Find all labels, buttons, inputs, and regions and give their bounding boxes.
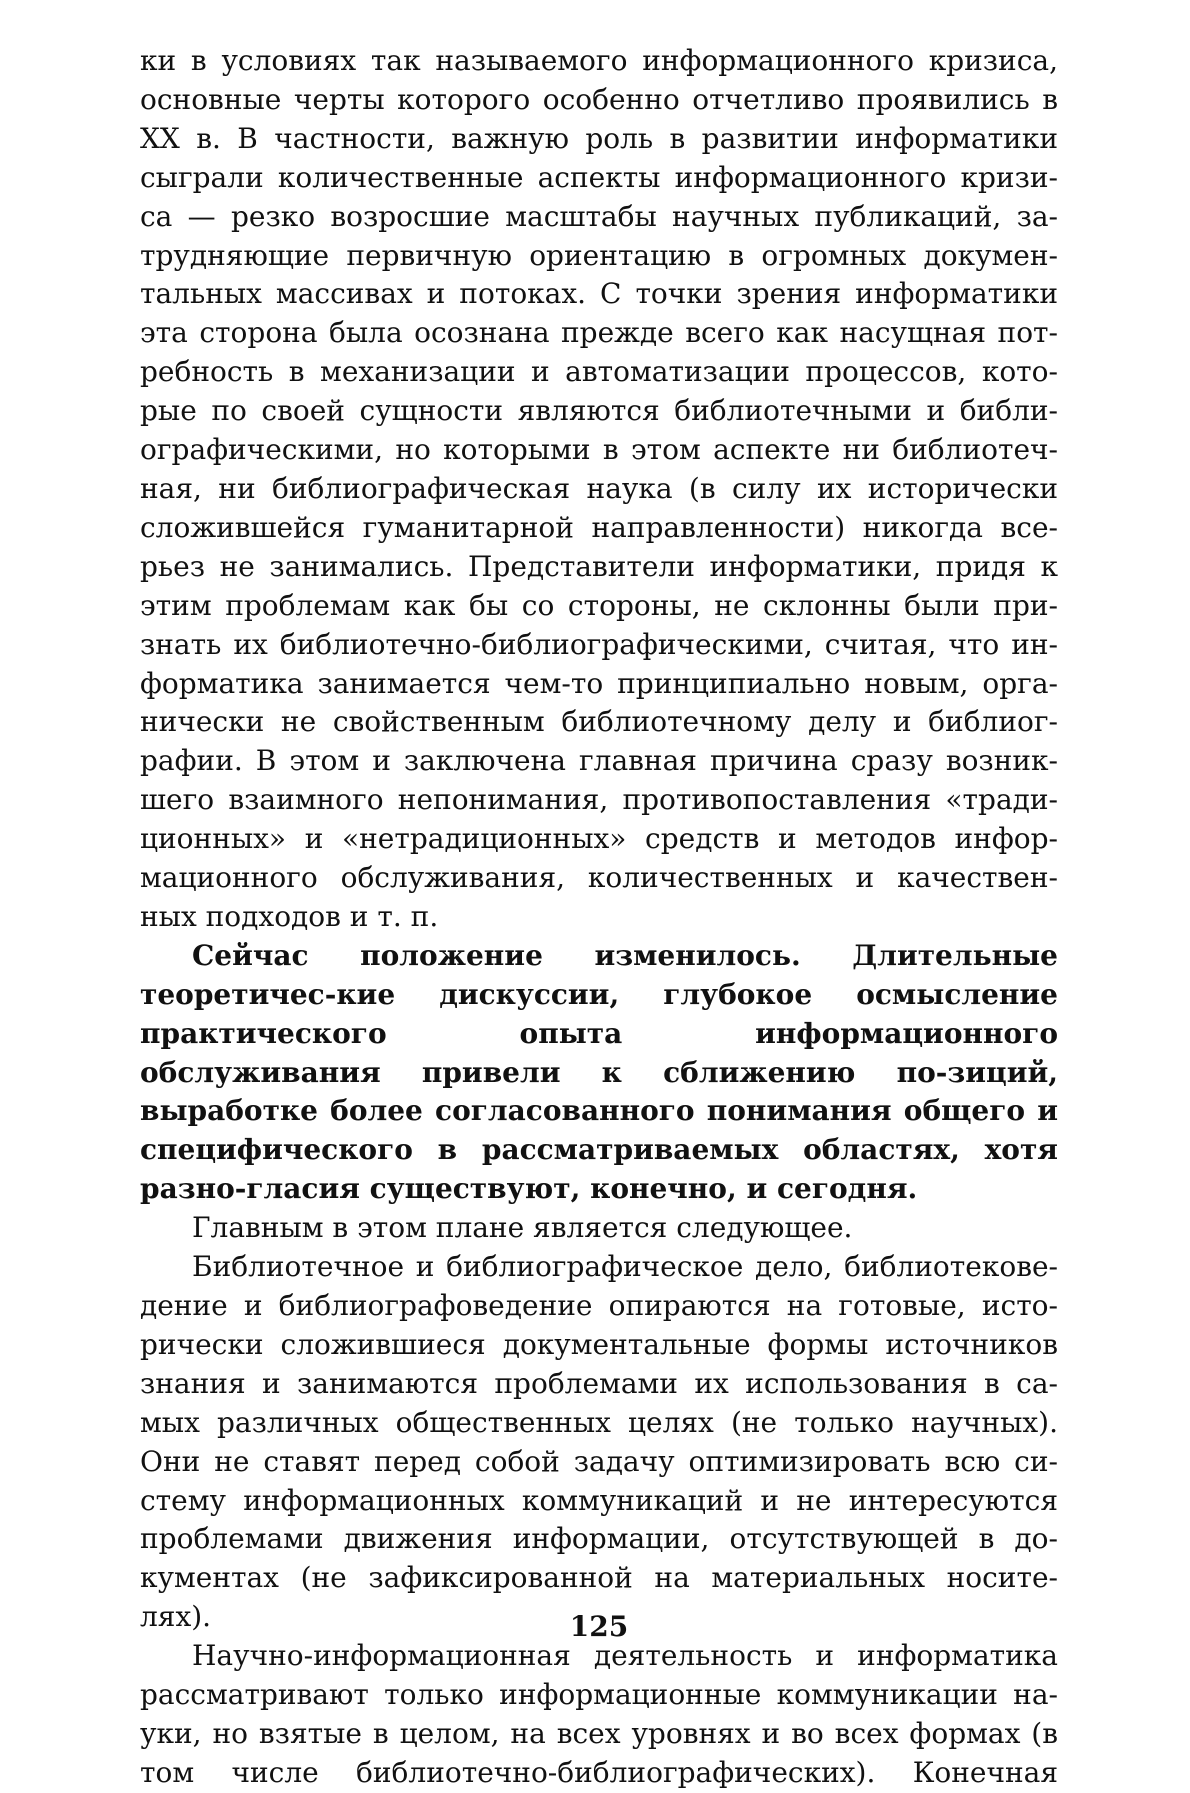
book-page xyxy=(140,42,1058,1789)
paragraph-situation-changed: Сейчас положение изменилось. Длительные теоретичес-кие дискуссии, глубокое осмысление практического опыта информационного обслуживания привели к сближению по-зиций, выработке более согласованного понимания общего и специфического в рассматриваемых областях, хотя разно-гласия существуют, конечно, и сегодня. xyxy=(140,938,1058,1206)
paragraph-informatics-scope: Научно-информационная деятельность и информатика рассматривают только информационные коммуникации на-уки, но взятые в целом, на всех уровнях и во всех формах (в том числе библиотечно-библиографических). Конечная xyxy=(140,1639,1058,1789)
paragraph-main-point: Главным в этом плане является следующее. xyxy=(192,1211,853,1245)
page-number: 125 xyxy=(569,1610,629,1643)
paragraph-information-crisis: ки в условиях так называемого информационного кризиса, основные черты которого особенно отчетливо проявились в XX в. В частности, важную роль в развитии информатики сыграли количественные аспекты информационного кризи-са — резко возросшие масштабы научных публикаций, за-трудняющие первичную ориентацию в огромных докумен-тальных массивах и потоках. С точки зрения информатики эта сторона была осознана прежде всего как насущная пот-ребность в механизации и автоматизации процессов, кото-рые по своей сущности являются библиотечными и библи-ографическими, но которыми в этом аспекте ни библиотеч-ная, ни библиографическая наука (в силу их исторически сложившейся гуманитарной направленности) никогда все-рьез не занимались. Представители информатики, придя к этим проблемам как бы со стороны, не склонны были при-знать их библиотечно-библиографическими, считая, что ин-форматика занимается чем-то принципиально новым, орга-нически не свойственным библиотечному делу и библиог-рафии. В этом и заключена главная причина сразу возник-шего взаимного непонимания, противопоставления «тради-ционных» и «нетрадиционных» средств и методов инфор-мационного обслуживания, количественных и качествен-ных подходов и т. п. xyxy=(140,44,1058,933)
paragraph-library-work: Библиотечное и библиографическое дело, библиотекове-дение и библиографоведение опираются на готовые, исто-рически сложившиеся документальные формы источников знания и занимаются проблемами их использования в са-мых различных общественных целях (не только научных). Они не ставят перед собой задачу оптимизировать всю си-стему информационных коммуникаций и не интересуются проблемами движения информации, отсутствующей в до-кументах (не зафиксированной на материальных носите-лях). xyxy=(140,1250,1058,1634)
